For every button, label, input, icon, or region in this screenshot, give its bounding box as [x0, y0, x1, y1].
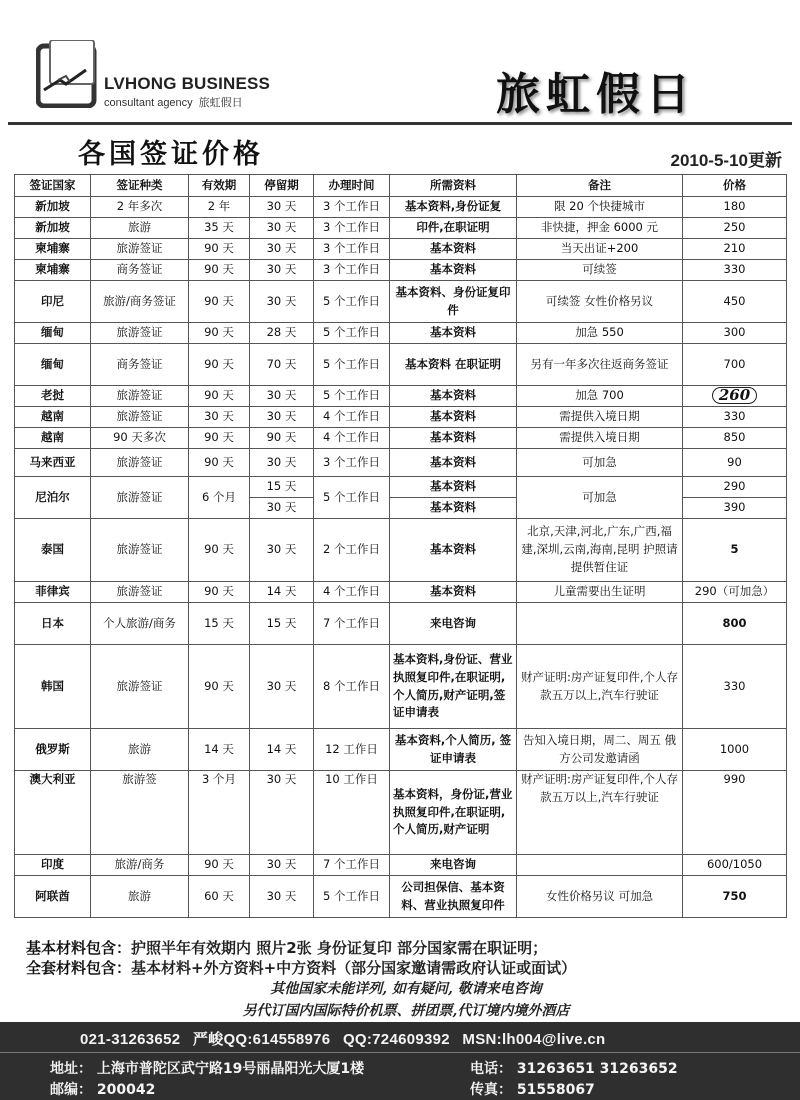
cell-note: 财产证明:房产证复印件,个人存款五万以上,汽车行驶证 — [517, 771, 683, 855]
cell-material: 基本资料、身份证复印件 — [390, 281, 517, 323]
cell-country: 新加坡 — [15, 218, 91, 239]
cell-stay: 30 天 — [250, 239, 314, 260]
cell-type: 旅游/商务 — [91, 855, 189, 876]
cell-type: 旅游签证 — [91, 477, 189, 519]
phone-number: 021-31263652 — [80, 1031, 181, 1048]
brand-name-en: LVHONG BUSINESS — [104, 74, 271, 93]
cell-note: 儿童需要出生证明 — [517, 582, 683, 603]
notes-section — [26, 938, 786, 1022]
cell-country: 印度 — [15, 855, 91, 876]
header-divider — [8, 122, 792, 125]
cell-material: 基本资料 — [390, 449, 517, 477]
cell-country: 越南 — [15, 407, 91, 428]
cell-price: 800 — [683, 603, 787, 645]
cell-valid: 30 天 — [189, 407, 250, 428]
cell-type: 旅游签证 — [91, 239, 189, 260]
cell-type: 商务签证 — [91, 260, 189, 281]
cell-valid: 90 天 — [189, 344, 250, 386]
cell-price — [683, 386, 787, 407]
cell-country: 柬埔寨 — [15, 260, 91, 281]
cell-stay: 30 天 — [250, 449, 314, 477]
contact-footer — [0, 1022, 800, 1100]
cell-country: 柬埔寨 — [15, 239, 91, 260]
cell-price: 290（可加急） — [683, 582, 787, 603]
telephone: 电话： 31263651 31263652 — [470, 1061, 678, 1077]
col-header-type: 签证种类 — [91, 175, 189, 197]
cell-type: 旅游 — [91, 218, 189, 239]
cell-price: 450 — [683, 281, 787, 323]
cell-time: 5 个工作日 — [314, 344, 390, 386]
table-row — [15, 855, 787, 876]
cell-type: 个人旅游/商务 — [91, 603, 189, 645]
table-row — [15, 218, 787, 239]
table-row — [15, 197, 787, 218]
cell-valid: 15 天 — [189, 603, 250, 645]
cell-note: 女性价格另议 可加急 — [517, 876, 683, 918]
cell-time: 3 个工作日 — [314, 260, 390, 281]
cell-country: 新加坡 — [15, 197, 91, 218]
table-row — [15, 281, 787, 323]
cell-material: 基本资料,个人简历, 签证申请表 — [390, 729, 517, 771]
cell-valid: 60 天 — [189, 876, 250, 918]
cell-note: 需提供入境日期 — [517, 407, 683, 428]
cell-time: 5 个工作日 — [314, 477, 390, 519]
cell-valid: 90 天 — [189, 449, 250, 477]
cell-time: 5 个工作日 — [314, 323, 390, 344]
col-header-material: 所需资料 — [390, 175, 517, 197]
cell-price: 1000 — [683, 729, 787, 771]
cell-material: 基本资料 — [390, 477, 517, 498]
cell-time: 3 个工作日 — [314, 449, 390, 477]
cell-valid: 90 天 — [189, 519, 250, 582]
table-row — [15, 344, 787, 386]
cell-country: 印尼 — [15, 281, 91, 323]
cell-material: 基本资料，身份证,营业执照复印件,在职证明,个人简历,财产证明 — [390, 771, 517, 855]
table-row — [15, 386, 787, 407]
cell-type: 旅游 — [91, 876, 189, 918]
cell-time: 7 个工作日 — [314, 603, 390, 645]
contact-qq: 严峻QQ:614558976 — [192, 1031, 331, 1048]
cell-stay: 30 天 — [250, 876, 314, 918]
cell-material: 基本资料 — [390, 260, 517, 281]
cell-material: 基本资料 — [390, 323, 517, 344]
cell-note: 北京,天津,河北,广东,广西,福建,深圳,云南,海南,昆明 护照请提供暂住证 — [517, 519, 683, 582]
cell-time: 12 工作日 — [314, 729, 390, 771]
cell-time: 5 个工作日 — [314, 876, 390, 918]
company-logo — [36, 40, 100, 108]
cell-material: 公司担保信、基本资料、营业执照复印件 — [390, 876, 517, 918]
cell-time: 3 个工作日 — [314, 239, 390, 260]
cell-stay: 28 天 — [250, 323, 314, 344]
cell-note: 可加急 — [517, 477, 683, 519]
cell-price: 90 — [683, 449, 787, 477]
cell-stay: 30 天 — [250, 386, 314, 407]
cell-valid: 90 天 — [189, 323, 250, 344]
cell-price: 330 — [683, 645, 787, 729]
cell-note — [517, 855, 683, 876]
brand-name-cn-big: 旅虹假日 — [496, 69, 696, 120]
cell-valid: 2 年 — [189, 197, 250, 218]
cell-time: 7 个工作日 — [314, 855, 390, 876]
cell-time: 5 个工作日 — [314, 281, 390, 323]
cell-material: 基本资料 在职证明 — [390, 344, 517, 386]
cell-stay: 14 天 — [250, 729, 314, 771]
col-header-time: 办理时间 — [314, 175, 390, 197]
cell-time: 4 个工作日 — [314, 428, 390, 449]
header — [0, 0, 800, 130]
cell-price: 750 — [683, 876, 787, 918]
cell-stay: 30 天 — [250, 197, 314, 218]
table-header-row — [15, 175, 787, 197]
cell-valid: 90 天 — [189, 386, 250, 407]
cell-stay: 30 天 — [250, 281, 314, 323]
visa-price-table — [14, 174, 787, 918]
cell-note: 需提供入境日期 — [517, 428, 683, 449]
cell-type: 旅游签证 — [91, 519, 189, 582]
cell-price: 600/1050 — [683, 855, 787, 876]
zip-code: 邮编： 200042 — [50, 1082, 156, 1098]
cell-note: 告知入境日期，周二、周五 俄方公司发邀请函 — [517, 729, 683, 771]
table-row — [15, 428, 787, 449]
cell-valid: 14 天 — [189, 729, 250, 771]
cell-stay: 30 天 — [250, 498, 314, 519]
cell-note: 可续签 女性价格另议 — [517, 281, 683, 323]
brand-name-cn-small: 旅虹假日 — [198, 96, 243, 109]
cell-valid: 90 天 — [189, 281, 250, 323]
cell-price: 850 — [683, 428, 787, 449]
cell-type: 旅游签证 — [91, 407, 189, 428]
cell-stay: 90 天 — [250, 428, 314, 449]
cell-type: 旅游签证 — [91, 323, 189, 344]
cell-material: 基本资料 — [390, 386, 517, 407]
cell-stay: 30 天 — [250, 260, 314, 281]
table-row — [15, 519, 787, 582]
cell-country: 马来西亚 — [15, 449, 91, 477]
basic-material-note — [26, 938, 786, 958]
cell-time: 8 个工作日 — [314, 645, 390, 729]
table-row — [15, 407, 787, 428]
cell-country: 菲律宾 — [15, 582, 91, 603]
cell-type: 旅游 — [91, 729, 189, 771]
cell-price: 990 — [683, 771, 787, 855]
cell-valid: 6 个月 — [189, 477, 250, 519]
cell-country: 缅甸 — [15, 323, 91, 344]
table-row — [15, 603, 787, 645]
cell-time: 2 个工作日 — [314, 519, 390, 582]
cell-country: 俄罗斯 — [15, 729, 91, 771]
table-row — [15, 449, 787, 477]
full-material-text: 基本材料+外方资料+中方资料（部分国家邀请需政府认证或面试） — [131, 959, 577, 977]
table-row — [15, 323, 787, 344]
cell-country: 泰国 — [15, 519, 91, 582]
cell-valid: 90 天 — [189, 645, 250, 729]
cell-type: 旅游签证 — [91, 645, 189, 729]
contact-msn: MSN:lh004@live.cn — [462, 1031, 606, 1048]
cell-type: 90 天多次 — [91, 428, 189, 449]
cell-price: 700 — [683, 344, 787, 386]
full-material-label: 全套材料包含： — [26, 959, 132, 977]
cell-type: 旅游签证 — [91, 582, 189, 603]
cell-type: 旅游签证 — [91, 386, 189, 407]
booking-note: 另代订国内国际特价机票、拼团票,代订境内境外酒店 — [242, 1003, 570, 1019]
cell-type: 旅游签证 — [91, 449, 189, 477]
brand-subtitle — [104, 94, 243, 110]
table-row — [15, 239, 787, 260]
cell-note: 加急 550 — [517, 323, 683, 344]
cell-material: 基本资料 — [390, 519, 517, 582]
cell-time: 5 个工作日 — [314, 386, 390, 407]
cell-price: 5 — [683, 519, 787, 582]
cell-stay: 30 天 — [250, 407, 314, 428]
table-row — [15, 477, 787, 498]
cell-country: 澳大利亚 — [15, 771, 91, 855]
cell-country: 越南 — [15, 428, 91, 449]
cell-price: 330 — [683, 260, 787, 281]
cell-valid: 90 天 — [189, 239, 250, 260]
cell-price: 290 — [683, 477, 787, 498]
update-date: 2010-5-10更新 — [670, 151, 782, 170]
cell-material: 来电咨询 — [390, 603, 517, 645]
basic-material-label: 基本材料包含： — [26, 939, 132, 957]
cell-material: 基本资料,身份证、营业执照复印件,在职证明,个人简历,财产证明,签证申请表 — [390, 645, 517, 729]
page-title: 各国签证价格 — [78, 139, 264, 170]
cell-note: 加急 700 — [517, 386, 683, 407]
col-header-valid: 有效期 — [189, 175, 250, 197]
footer-divider — [0, 1052, 800, 1053]
cell-note: 另有一年多次往返商务签证 — [517, 344, 683, 386]
cell-valid: 90 天 — [189, 855, 250, 876]
cell-stay: 30 天 — [250, 855, 314, 876]
cell-type: 2 年多次 — [91, 197, 189, 218]
contact-qq2: QQ:724609392 — [342, 1031, 450, 1048]
cell-type: 旅游签 — [91, 771, 189, 855]
cell-time: 10 工作日 — [314, 771, 390, 855]
cell-note: 财产证明:房产证复印件,个人存款五万以上,汽车行驶证 — [517, 645, 683, 729]
cell-valid: 90 天 — [189, 260, 250, 281]
cell-type: 商务签证 — [91, 344, 189, 386]
cell-note: 限 20 个快捷城市 — [517, 197, 683, 218]
cell-country: 韩国 — [15, 645, 91, 729]
cell-note — [517, 603, 683, 645]
cell-material: 基本资料 — [390, 239, 517, 260]
col-header-price: 价格 — [683, 175, 787, 197]
col-header-stay: 停留期 — [250, 175, 314, 197]
cell-country: 阿联酋 — [15, 876, 91, 918]
cell-price: 300 — [683, 323, 787, 344]
cell-note: 当天出证+200 — [517, 239, 683, 260]
col-header-note: 备注 — [517, 175, 683, 197]
cell-country: 尼泊尔 — [15, 477, 91, 519]
cell-stay: 30 天 — [250, 645, 314, 729]
brand-subtitle-en: consultant agency — [104, 97, 193, 109]
table-row — [15, 260, 787, 281]
cell-note: 可加急 — [517, 449, 683, 477]
cell-stay: 30 天 — [250, 519, 314, 582]
cell-valid: 3 个月 — [189, 771, 250, 855]
cell-time: 4 个工作日 — [314, 582, 390, 603]
cell-price: 390 — [683, 498, 787, 519]
cell-note: 可续签 — [517, 260, 683, 281]
cell-price: 250 — [683, 218, 787, 239]
cell-price: 330 — [683, 407, 787, 428]
cell-material: 基本资料 — [390, 407, 517, 428]
cell-valid: 90 天 — [189, 582, 250, 603]
cell-country: 日本 — [15, 603, 91, 645]
cell-material: 基本资料 — [390, 498, 517, 519]
col-header-country: 签证国家 — [15, 175, 91, 197]
cell-valid: 35 天 — [189, 218, 250, 239]
cell-material: 印件,在职证明 — [390, 218, 517, 239]
cell-type: 旅游/商务签证 — [91, 281, 189, 323]
cell-material: 基本资料 — [390, 582, 517, 603]
cell-price: 180 — [683, 197, 787, 218]
cell-stay: 30 天 — [250, 771, 314, 855]
table-row — [15, 729, 787, 771]
cell-stay: 15 天 — [250, 603, 314, 645]
table-row — [15, 876, 787, 918]
contact-line — [80, 1028, 614, 1049]
cell-material: 来电咨询 — [390, 855, 517, 876]
basic-material-text: 护照半年有效期内 照片2张 身份证复印 部分国家需在职证明； — [131, 939, 548, 957]
cell-valid: 90 天 — [189, 428, 250, 449]
table-row — [15, 582, 787, 603]
cell-time: 3 个工作日 — [314, 197, 390, 218]
cell-material: 基本资料,身份证复 — [390, 197, 517, 218]
cell-note: 非快捷，押金 6000 元 — [517, 218, 683, 239]
cell-stay: 70 天 — [250, 344, 314, 386]
cell-time: 3 个工作日 — [314, 218, 390, 239]
cell-material: 基本资料 — [390, 428, 517, 449]
price-handwritten: 260 — [712, 387, 757, 404]
address: 地址： 上海市普陀区武宁路19号丽晶阳光大厦1楼 — [50, 1061, 365, 1077]
cell-price: 210 — [683, 239, 787, 260]
cell-stay: 15 天 — [250, 477, 314, 498]
full-material-note — [26, 958, 786, 978]
cell-country: 老挝 — [15, 386, 91, 407]
cell-country: 缅甸 — [15, 344, 91, 386]
fax-number: 传真： 51558067 — [470, 1082, 595, 1098]
table-row — [15, 771, 787, 855]
table-row — [15, 645, 787, 729]
inquiry-note: 其他国家未能详列, 如有疑问, 敬请来电咨询 — [270, 981, 542, 997]
cell-stay: 30 天 — [250, 218, 314, 239]
cell-stay: 14 天 — [250, 582, 314, 603]
cell-time: 4 个工作日 — [314, 407, 390, 428]
